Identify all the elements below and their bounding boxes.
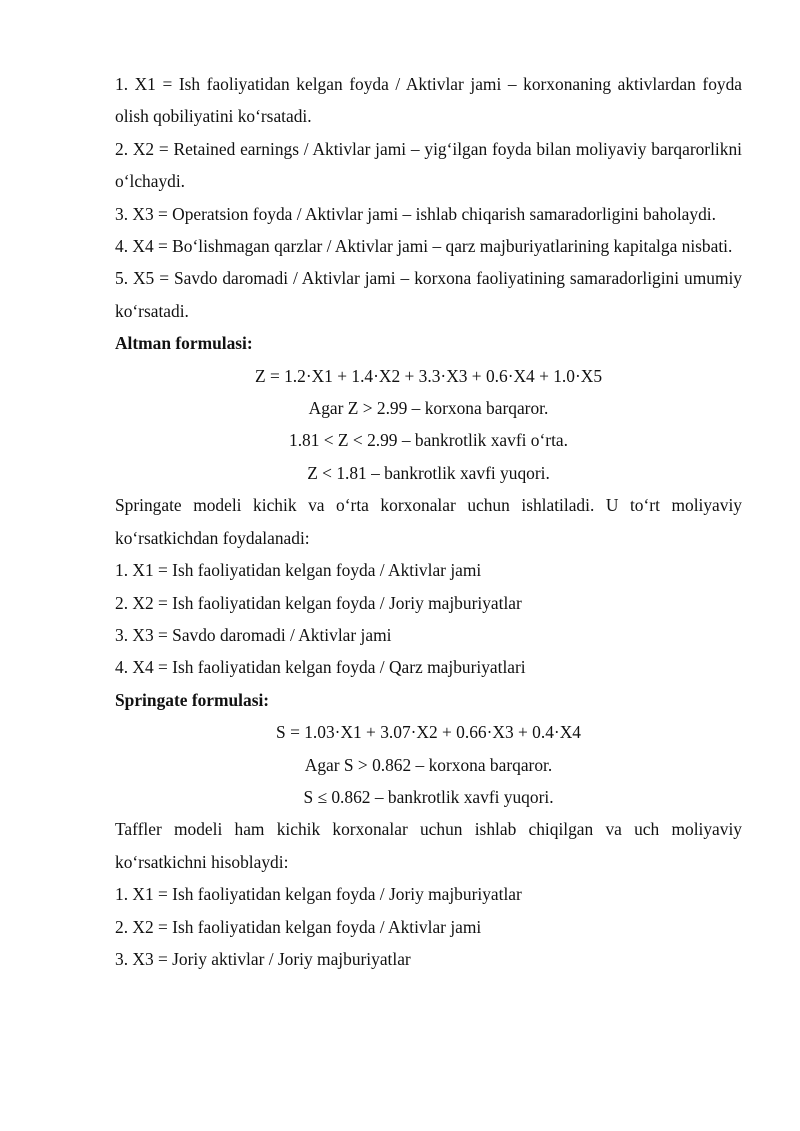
altman-rule: Z < 1.81 – bankrotlik xavfi yuqori. <box>307 462 550 483</box>
springate-list-item: 4. X4 = Ish faoliyatidan kelgan foyda / Qarz majburiyatlari <box>115 657 526 678</box>
altman-list-item: 5. X5 = Savdo daromadi / Aktivlar jami – korxona faoliyatining samaradorligini umumiy ko‘rsatadi. <box>115 268 742 321</box>
altman-formula: Z = 1.2·X1 + 1.4·X2 + 3.3·X3 + 0.6·X4 + 1.0·X5 <box>254 365 603 386</box>
taffler-list-item: 3. X3 = Joriy aktivlar / Joriy majburiyatlar <box>115 948 411 969</box>
springate-heading: Springate formulasi: <box>115 689 270 710</box>
altman-list-item: 4. X4 = Bo‘lishmagan qarzlar / Aktivlar jami – qarz majburiyatlarining kapitalga nisbati. <box>115 236 733 257</box>
altman-list-item: 2. X2 = Retained earnings / Aktivlar jami – yig‘ilgan foyda bilan moliyaviy barqarorlikni o‘lchaydi. <box>115 138 742 192</box>
altman-rule: Agar Z > 2.99 – korxona barqaror. <box>308 398 549 419</box>
altman-list-item: 1. X1 = Ish faoliyatidan kelgan foyda / Aktivlar jami – korxonaning aktivlardan foyda olish qobiliyatini ko‘rsatadi. <box>115 74 742 127</box>
altman-rule: 1.81 < Z < 2.99 – bankrotlik xavfi o‘rta. <box>289 430 568 451</box>
taffler-list-item: 2. X2 = Ish faoliyatidan kelgan foyda / Aktivlar jami <box>115 916 482 937</box>
taffler-list-item: 1. X1 = Ish faoliyatidan kelgan foyda / Joriy majburiyatlar <box>115 884 522 905</box>
taffler-intro: Taffler modeli ham kichik korxonalar uchun ishlab chiqilgan va uch moliyaviy ko‘rsatkichni hisoblaydi: <box>115 819 742 872</box>
springate-formula: S = 1.03·X1 + 3.07·X2 + 0.66·X3 + 0.4·X4 <box>276 722 581 743</box>
springate-rule: Agar S > 0.862 – korxona barqaror. <box>304 754 553 775</box>
springate-list-item: 2. X2 = Ish faoliyatidan kelgan foyda / Joriy majburiyatlar <box>115 592 522 613</box>
document-page <box>115 68 742 975</box>
springate-intro: Springate modeli kichik va o‘rta korxonalar uchun ishlatiladi. U to‘rt moliyaviy ko‘rsatkichdan foydalanadi: <box>115 495 742 548</box>
altman-list-item: 3. X3 = Operatsion foyda / Aktivlar jami – ishlab chiqarish samaradorligini baholaydi. <box>115 203 716 224</box>
springate-list-item: 1. X1 = Ish faoliyatidan kelgan foyda / Aktivlar jami <box>115 560 482 581</box>
altman-heading: Altman formulasi: <box>115 333 253 354</box>
springate-rule: S ≤ 0.862 – bankrotlik xavfi yuqori. <box>303 786 554 807</box>
springate-list-item: 3. X3 = Savdo daromadi / Aktivlar jami <box>115 624 392 645</box>
